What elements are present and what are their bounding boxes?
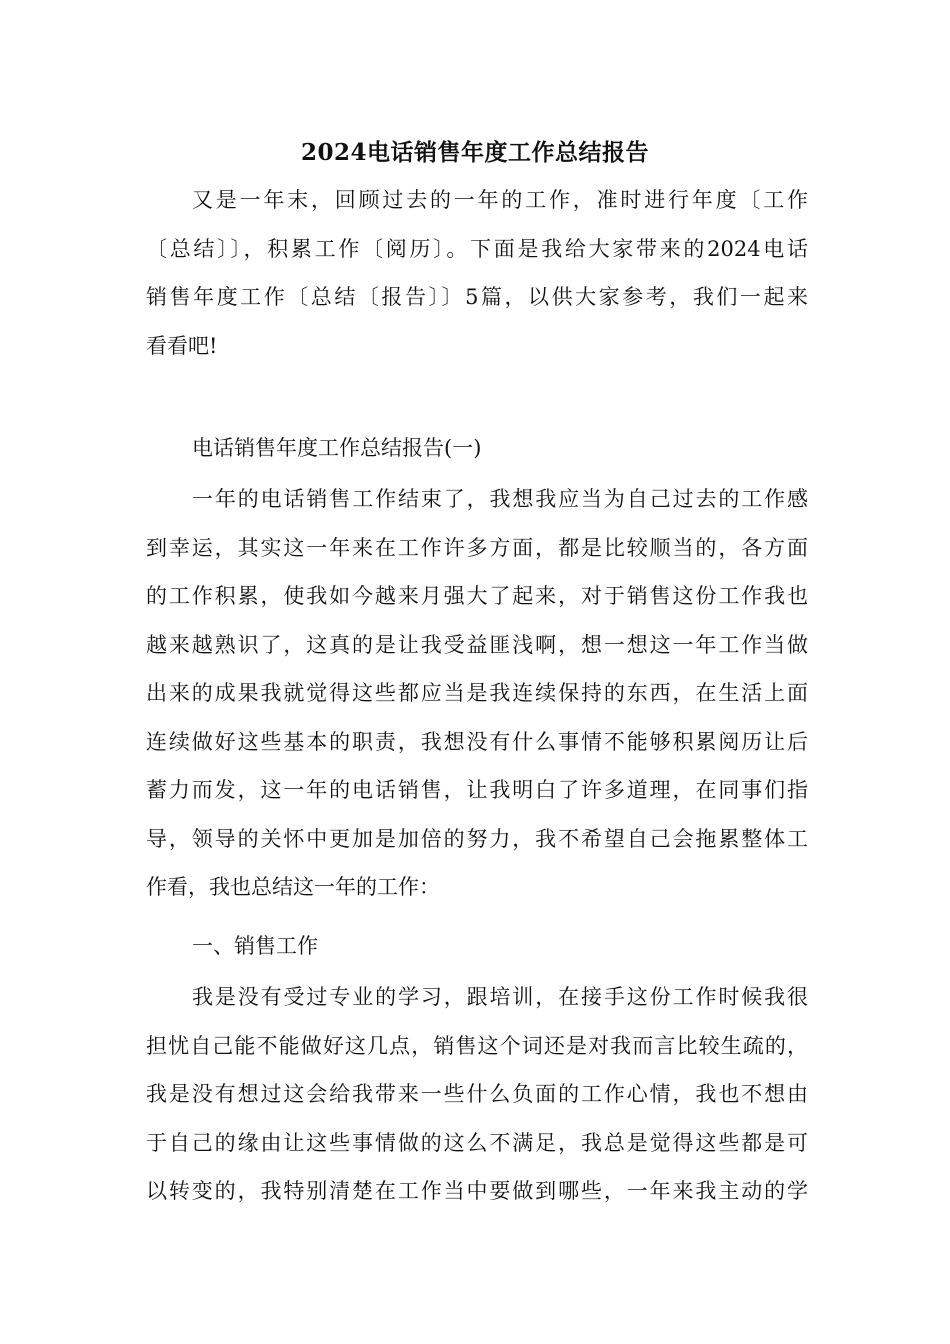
paragraph-line: 我是没有受过专业的学习，跟培训，在接手这份工作时候我很 xyxy=(192,985,808,1009)
paragraph-line: 蓄力而发，这一年的电话销售，让我明白了许多道理，在同事们指 xyxy=(146,778,808,802)
paragraph-line: 我是没有想过这会给我带来一些什么负面的工作心情，我也不想由 xyxy=(146,1082,808,1106)
paragraph-line: 于自己的缘由让这些事情做的这么不满足，我总是觉得这些都是可 xyxy=(146,1130,808,1155)
paragraph-line: 越来越熟识了，这真的是让我受益匪浅啊，想一想这一年工作当做 xyxy=(146,632,808,657)
paragraph-line: 连续做好这些基本的职责，我想没有什么事情不能够积累阅历让后 xyxy=(146,729,808,754)
intro-line: 〔总结〕〕，积累工作〔阅历〕。下面是我给大家带来的2024电话 xyxy=(146,236,808,261)
paragraph-line: 作看，我也总结这一年的工作： xyxy=(146,875,440,899)
intro-line: 又是一年末，回顾过去的一年的工作，准时进行年度〔工作 xyxy=(192,188,808,212)
paragraph-line: 导，领导的关怀中更加是加倍的努力，我不希望自己会拖累整体工 xyxy=(146,826,808,851)
document-title: 2024电话销售年度工作总结报告 xyxy=(300,139,649,166)
intro-line: 看看吧! xyxy=(146,333,218,358)
section-heading: 电话销售年度工作总结报告(一) xyxy=(192,436,482,460)
subheading-sales-work: 一、销售工作 xyxy=(192,934,318,958)
paragraph-line: 到幸运，其实这一年来在工作许多方面，都是比较顺当的，各方面 xyxy=(146,535,808,560)
intro-line: 销售年度工作〔总结〔报告〕〕5篇，以供大家参考，我们一起来 xyxy=(146,285,808,309)
paragraph-line: 出来的成果我就觉得这些都应当是我连续保持的东西，在生活上面 xyxy=(146,681,808,705)
paragraph-1 xyxy=(146,475,808,912)
paragraph-line: 一年的电话销售工作结束了，我想我应当为自己过去的工作感 xyxy=(192,487,808,511)
paragraph-line: 担忧自己能不能做好这几点，销售这个词还是对我而言比较生疏的， xyxy=(146,1033,808,1058)
paragraph-line: 的工作积累，使我如今越来月强大了起来，对于销售这份工作我也 xyxy=(146,584,808,608)
paragraph-line: 以转变的，我特别清楚在工作当中要做到哪些，一年来我主动的学 xyxy=(146,1179,808,1203)
intro-paragraph xyxy=(146,176,808,370)
paragraph-2 xyxy=(146,973,808,1216)
